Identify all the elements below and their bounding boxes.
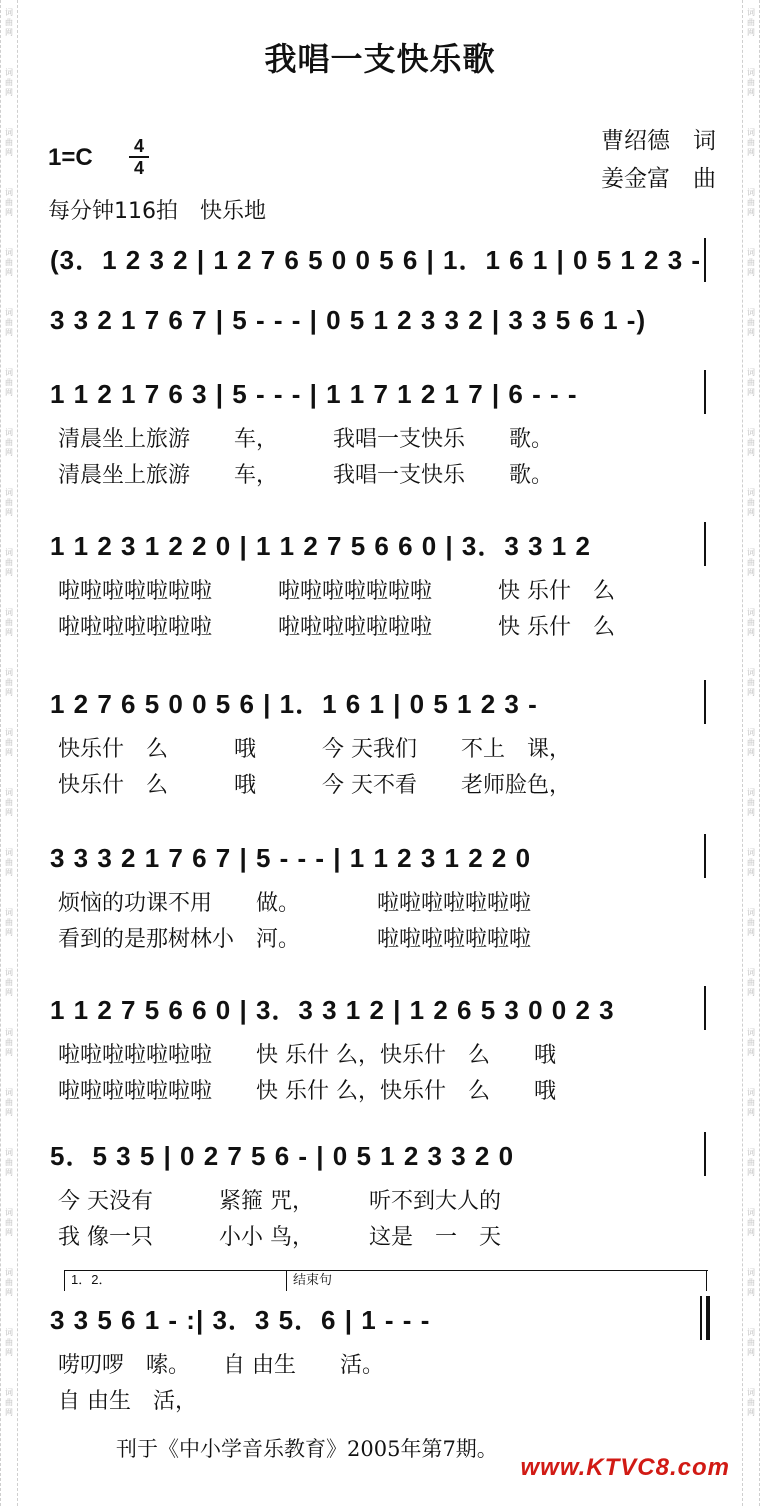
watermark-glyph: 网 xyxy=(747,748,755,757)
lyric-verse-1: 啦啦啦啦啦啦啦 快 乐什 么，快乐什 么 哦 xyxy=(58,1043,556,1068)
watermark-glyph: 网 xyxy=(747,868,755,877)
notation-text: (3．1 2 3 2 | 1 2 7 6 5 0 0 5 6 | 1．1 6 1 | 0 5 1 2 3 - xyxy=(50,245,702,275)
watermark-glyph: 曲 xyxy=(5,378,13,387)
watermark-glyph: 曲 xyxy=(5,1038,13,1047)
watermark-glyph: 曲 xyxy=(747,438,755,447)
watermark-glyph: 网 xyxy=(5,148,13,157)
watermark-glyph: 曲 xyxy=(747,1338,755,1347)
watermark-glyph: 网 xyxy=(747,1168,755,1177)
watermark-glyphs xyxy=(5,308,13,338)
notation-line-9 xyxy=(50,1302,710,1338)
watermark-glyph: 词 xyxy=(747,908,755,917)
watermark-glyph: 曲 xyxy=(5,1338,13,1347)
watermark-glyph: 网 xyxy=(5,448,13,457)
watermark-glyphs xyxy=(747,1328,755,1358)
watermark-glyph: 词 xyxy=(5,968,13,977)
watermark-glyphs xyxy=(5,968,13,998)
notation-text: 1 1 2 1 7 6 3 | 5 - - - | 1 1 7 1 2 1 7 | 6 - - - xyxy=(50,379,578,409)
watermark-glyph: 词 xyxy=(747,668,755,677)
watermark-glyph: 词 xyxy=(5,548,13,557)
watermark-glyph: 词 xyxy=(747,368,755,377)
watermark-glyph: 词 xyxy=(5,368,13,377)
watermark-glyphs xyxy=(747,428,755,458)
watermark-glyphs xyxy=(747,1088,755,1118)
key-signature: 1=C xyxy=(48,144,93,171)
watermark-glyph: 曲 xyxy=(5,138,13,147)
watermark-glyph: 网 xyxy=(747,448,755,457)
watermark-glyph: 网 xyxy=(747,1108,755,1117)
watermark-glyph: 词 xyxy=(5,728,13,737)
song-title: 我唱一支快乐歌 xyxy=(264,40,496,78)
lyric-verse-1: 快乐什 么 哦 今 天我们 不上 课， xyxy=(58,737,571,762)
composer-credit: 姜金富 曲 xyxy=(601,166,716,192)
watermark-glyph: 曲 xyxy=(5,798,13,807)
watermark-glyphs xyxy=(5,248,13,278)
watermark-glyph: 词 xyxy=(5,128,13,137)
watermark-glyph: 曲 xyxy=(5,918,13,927)
watermark-glyph: 网 xyxy=(747,1408,755,1417)
barline xyxy=(704,370,706,414)
watermark-glyph: 曲 xyxy=(5,1278,13,1287)
watermark-glyphs xyxy=(5,908,13,938)
notation-text: 5．5 3 5 | 0 2 7 5 6 - | 0 5 1 2 3 3 2 0 xyxy=(50,1141,515,1171)
watermark-glyph: 曲 xyxy=(747,138,755,147)
watermark-glyph: 曲 xyxy=(5,1098,13,1107)
volta-bracket xyxy=(64,1270,708,1291)
watermark-glyph: 网 xyxy=(747,1348,755,1357)
watermark-glyphs xyxy=(5,1028,13,1058)
watermark-glyph: 词 xyxy=(5,1328,13,1337)
watermark-glyph: 网 xyxy=(747,88,755,97)
watermark-glyph: 词 xyxy=(747,248,755,257)
watermark-glyph: 网 xyxy=(5,1228,13,1237)
watermark-glyph: 曲 xyxy=(5,618,13,627)
watermark-glyphs xyxy=(5,848,13,878)
website-watermark: www.KTVC8.com xyxy=(520,1454,730,1481)
watermark-glyphs xyxy=(5,428,13,458)
lyric-verse-1: 今 天没有 紧箍 咒， 听不到大人的 xyxy=(58,1189,501,1214)
watermark-glyph: 曲 xyxy=(747,798,755,807)
watermark-glyph: 曲 xyxy=(747,738,755,747)
notation-text: 3 3 3 2 1 7 6 7 | 5 - - - | 1 1 2 3 1 2 2 0 xyxy=(50,843,532,873)
watermark-glyph: 词 xyxy=(747,488,755,497)
watermark-glyphs xyxy=(747,1268,755,1298)
watermark-glyph: 网 xyxy=(5,1108,13,1117)
watermark-glyph: 网 xyxy=(5,808,13,817)
watermark-glyph: 曲 xyxy=(747,258,755,267)
time-signature-top: 4 xyxy=(133,136,144,156)
watermark-glyphs xyxy=(5,488,13,518)
lyric-verse-2: 啦啦啦啦啦啦啦 啦啦啦啦啦啦啦 快 乐什 么 xyxy=(58,615,615,640)
watermark-glyph: 词 xyxy=(747,548,755,557)
watermark-glyph: 曲 xyxy=(747,918,755,927)
volta-1-label: 1．2． xyxy=(64,1271,111,1291)
notation-line-7 xyxy=(50,992,710,1028)
watermark-glyphs xyxy=(747,908,755,938)
watermark-glyphs xyxy=(5,788,13,818)
watermark-glyph: 网 xyxy=(5,1288,13,1297)
watermark-glyphs xyxy=(5,728,13,758)
watermark-glyph: 曲 xyxy=(747,318,755,327)
watermark-glyph: 词 xyxy=(5,908,13,917)
watermark-glyph: 曲 xyxy=(747,1038,755,1047)
watermark-glyphs xyxy=(5,188,13,218)
watermark-glyph: 网 xyxy=(5,268,13,277)
watermark-glyph: 词 xyxy=(5,1088,13,1097)
watermark-glyph: 曲 xyxy=(747,618,755,627)
watermark-glyph: 曲 xyxy=(5,678,13,687)
watermark-glyph: 词 xyxy=(747,428,755,437)
watermark-glyphs xyxy=(747,128,755,158)
watermark-glyph: 曲 xyxy=(5,738,13,747)
lyric-verse-2: 啦啦啦啦啦啦啦 快 乐什 么，快乐什 么 哦 xyxy=(58,1079,556,1104)
watermark-glyph: 曲 xyxy=(5,1158,13,1167)
watermark-glyph: 词 xyxy=(5,668,13,677)
watermark-glyph: 曲 xyxy=(5,198,13,207)
watermark-glyph: 词 xyxy=(5,848,13,857)
lyric-verse-1: 啦啦啦啦啦啦啦 啦啦啦啦啦啦啦 快 乐什 么 xyxy=(58,579,615,604)
watermark-glyph: 曲 xyxy=(747,378,755,387)
watermark-glyph: 词 xyxy=(747,308,755,317)
tempo-marking: 每分钟116拍 快乐地 xyxy=(48,199,266,224)
watermark-glyph: 网 xyxy=(5,88,13,97)
barline xyxy=(704,238,706,282)
watermark-glyph: 网 xyxy=(5,868,13,877)
lyric-verse-1: 烦恼的功课不用 做。 啦啦啦啦啦啦啦 xyxy=(58,891,532,916)
publication-note: 刊于《中小学音乐教育》2005年第7期。 xyxy=(116,1437,498,1461)
watermark-glyph: 词 xyxy=(747,1268,755,1277)
barline xyxy=(704,834,706,878)
volta-end xyxy=(706,1271,707,1291)
watermark-glyph: 词 xyxy=(5,1388,13,1397)
watermark-glyphs xyxy=(747,548,755,578)
watermark-glyph: 曲 xyxy=(5,258,13,267)
watermark-glyph: 曲 xyxy=(747,198,755,207)
watermark-glyph: 曲 xyxy=(747,498,755,507)
watermark-glyphs xyxy=(747,968,755,998)
watermark-glyphs xyxy=(5,1088,13,1118)
lyric-verse-2: 快乐什 么 哦 今 天不看 老师脸色， xyxy=(58,773,571,798)
watermark-column-left xyxy=(2,8,16,1448)
watermark-glyph: 曲 xyxy=(747,18,755,27)
watermark-glyphs xyxy=(5,608,13,638)
watermark-glyph: 曲 xyxy=(5,1398,13,1407)
watermark-glyphs xyxy=(5,668,13,698)
watermark-glyph: 词 xyxy=(747,968,755,977)
notation-line-2 xyxy=(50,302,710,338)
watermark-glyph: 曲 xyxy=(5,498,13,507)
watermark-glyph: 网 xyxy=(5,1348,13,1357)
watermark-glyph: 词 xyxy=(747,1328,755,1337)
lyric-verse-2: 自 由生 活， xyxy=(58,1389,197,1414)
watermark-glyph: 词 xyxy=(747,848,755,857)
notation-text: 1 1 2 7 5 6 6 0 | 3．3 3 1 2 | 1 2 6 5 3 0 0 2 3 xyxy=(50,995,615,1025)
watermark-glyph: 网 xyxy=(747,1048,755,1057)
watermark-glyph: 曲 xyxy=(747,1218,755,1227)
lyric-verse-1: 唠叨啰 嗦。 自 由生 活。 xyxy=(58,1353,384,1378)
watermark-glyphs xyxy=(747,368,755,398)
watermark-glyph: 网 xyxy=(747,208,755,217)
watermark-glyph: 词 xyxy=(747,128,755,137)
watermark-glyph: 网 xyxy=(747,148,755,157)
volta-2-label: 结束句 xyxy=(286,1271,332,1291)
watermark-glyph: 曲 xyxy=(747,1158,755,1167)
watermark-glyphs xyxy=(747,728,755,758)
notation-text: 1 2 7 6 5 0 0 5 6 | 1．1 6 1 | 0 5 1 2 3 - xyxy=(50,689,538,719)
watermark-glyph: 词 xyxy=(747,1028,755,1037)
watermark-glyph: 曲 xyxy=(747,1398,755,1407)
watermark-glyph: 曲 xyxy=(747,78,755,87)
watermark-glyph: 词 xyxy=(5,1268,13,1277)
watermark-glyph: 曲 xyxy=(5,438,13,447)
watermark-glyph: 网 xyxy=(5,928,13,937)
notation-line-5 xyxy=(50,686,710,722)
watermark-glyph: 词 xyxy=(5,68,13,77)
watermark-glyph: 网 xyxy=(747,628,755,637)
watermark-glyph: 网 xyxy=(747,688,755,697)
watermark-glyph: 词 xyxy=(5,1208,13,1217)
watermark-glyph: 词 xyxy=(5,608,13,617)
notation-line-1 xyxy=(50,242,710,278)
watermark-glyph: 网 xyxy=(747,568,755,577)
watermark-glyph: 词 xyxy=(5,428,13,437)
watermark-glyphs xyxy=(5,1328,13,1358)
watermark-glyph: 词 xyxy=(5,1028,13,1037)
watermark-glyph: 网 xyxy=(5,508,13,517)
barline xyxy=(704,986,706,1030)
watermark-glyph: 网 xyxy=(747,28,755,37)
watermark-glyphs xyxy=(5,368,13,398)
watermark-glyph: 曲 xyxy=(747,1098,755,1107)
watermark-glyph: 词 xyxy=(747,788,755,797)
watermark-glyph: 网 xyxy=(5,1168,13,1177)
watermark-glyph: 网 xyxy=(5,688,13,697)
watermark-glyphs xyxy=(5,548,13,578)
watermark-glyphs xyxy=(747,1148,755,1178)
watermark-glyphs xyxy=(747,1388,755,1418)
barline xyxy=(704,522,706,566)
watermark-glyph: 曲 xyxy=(747,858,755,867)
watermark-glyphs xyxy=(747,188,755,218)
watermark-glyph: 词 xyxy=(747,188,755,197)
watermark-glyph: 词 xyxy=(5,188,13,197)
watermark-glyph: 词 xyxy=(747,1148,755,1157)
watermark-glyph: 网 xyxy=(747,1228,755,1237)
watermark-glyph: 网 xyxy=(5,1408,13,1417)
watermark-glyph: 网 xyxy=(5,748,13,757)
watermark-glyph: 网 xyxy=(747,928,755,937)
watermark-glyphs xyxy=(747,848,755,878)
notation-text: 3 3 2 1 7 6 7 | 5 - - - | 0 5 1 2 3 3 2 | 3 3 5 6 1 -) xyxy=(50,305,647,335)
notation-text: 3 3 5 6 1 - :| 3．3 5．6 | 1 - - - xyxy=(50,1305,431,1335)
watermark-glyph: 词 xyxy=(5,248,13,257)
watermark-glyph: 网 xyxy=(747,988,755,997)
notation-text: 1 1 2 3 1 2 2 0 | 1 1 2 7 5 6 6 0 | 3．3 3 1 2 xyxy=(50,531,591,561)
final-barline-thick xyxy=(706,1296,710,1340)
watermark-glyph: 词 xyxy=(747,608,755,617)
watermark-glyph: 曲 xyxy=(747,558,755,567)
time-signature xyxy=(128,136,150,178)
watermark-glyphs xyxy=(747,488,755,518)
lyric-verse-2: 清晨坐上旅游 车， 我唱一支快乐 歌。 xyxy=(58,463,554,488)
notation-line-4 xyxy=(50,528,710,564)
watermark-glyphs xyxy=(5,1388,13,1418)
watermark-glyph: 网 xyxy=(747,268,755,277)
lyricist-credit: 曹绍德 词 xyxy=(601,128,716,154)
watermark-glyphs xyxy=(747,608,755,638)
watermark-glyph: 词 xyxy=(747,1208,755,1217)
watermark-glyph: 曲 xyxy=(5,1218,13,1227)
lyric-verse-2: 我 像一只 小小 鸟， 这是 一 天 xyxy=(58,1225,501,1250)
watermark-glyph: 词 xyxy=(5,788,13,797)
watermark-glyph: 曲 xyxy=(5,78,13,87)
watermark-glyph: 词 xyxy=(747,1088,755,1097)
watermark-glyph: 词 xyxy=(5,488,13,497)
watermark-glyph: 曲 xyxy=(5,558,13,567)
watermark-glyph: 网 xyxy=(5,208,13,217)
watermark-glyphs xyxy=(747,248,755,278)
watermark-glyphs xyxy=(5,1208,13,1238)
watermark-glyph: 词 xyxy=(5,8,13,17)
notation-line-6 xyxy=(50,840,710,876)
watermark-glyph: 曲 xyxy=(5,858,13,867)
watermark-glyph: 网 xyxy=(747,1288,755,1297)
watermark-glyph: 网 xyxy=(5,388,13,397)
watermark-glyph: 网 xyxy=(747,508,755,517)
lyric-verse-2: 看到的是那树林小 河。 啦啦啦啦啦啦啦 xyxy=(58,927,532,952)
watermark-glyph: 词 xyxy=(747,68,755,77)
notation-line-3 xyxy=(50,376,710,412)
watermark-glyphs xyxy=(747,788,755,818)
notation-line-8 xyxy=(50,1138,710,1174)
watermark-glyph: 网 xyxy=(5,628,13,637)
watermark-glyph: 网 xyxy=(5,568,13,577)
watermark-glyph: 网 xyxy=(5,1048,13,1057)
barline xyxy=(704,680,706,724)
watermark-glyph: 词 xyxy=(747,8,755,17)
lyric-verse-1: 清晨坐上旅游 车， 我唱一支快乐 歌。 xyxy=(58,427,554,452)
watermark-glyph: 曲 xyxy=(747,978,755,987)
watermark-glyph: 网 xyxy=(747,328,755,337)
watermark-glyphs xyxy=(747,308,755,338)
final-barline-thin xyxy=(700,1296,702,1340)
watermark-glyph: 词 xyxy=(747,728,755,737)
watermark-glyph: 曲 xyxy=(5,18,13,27)
watermark-glyph: 网 xyxy=(5,28,13,37)
watermark-glyph: 曲 xyxy=(5,318,13,327)
time-signature-bottom: 4 xyxy=(133,158,144,178)
watermark-glyphs xyxy=(747,668,755,698)
watermark-glyph: 词 xyxy=(5,1148,13,1157)
watermark-glyph: 曲 xyxy=(5,978,13,987)
watermark-glyphs xyxy=(5,128,13,158)
watermark-glyph: 网 xyxy=(747,388,755,397)
watermark-glyph: 网 xyxy=(5,328,13,337)
watermark-glyph: 词 xyxy=(5,308,13,317)
watermark-glyph: 网 xyxy=(5,988,13,997)
watermark-glyph: 曲 xyxy=(747,678,755,687)
watermark-glyph: 曲 xyxy=(747,1278,755,1287)
watermark-glyphs xyxy=(5,1148,13,1178)
watermark-glyph: 词 xyxy=(747,1388,755,1397)
watermark-glyphs xyxy=(747,1028,755,1058)
watermark-glyphs xyxy=(5,1268,13,1298)
watermark-glyphs xyxy=(747,1208,755,1238)
watermark-glyph: 网 xyxy=(747,808,755,817)
watermark-column-right xyxy=(744,8,758,1448)
barline xyxy=(704,1132,706,1176)
